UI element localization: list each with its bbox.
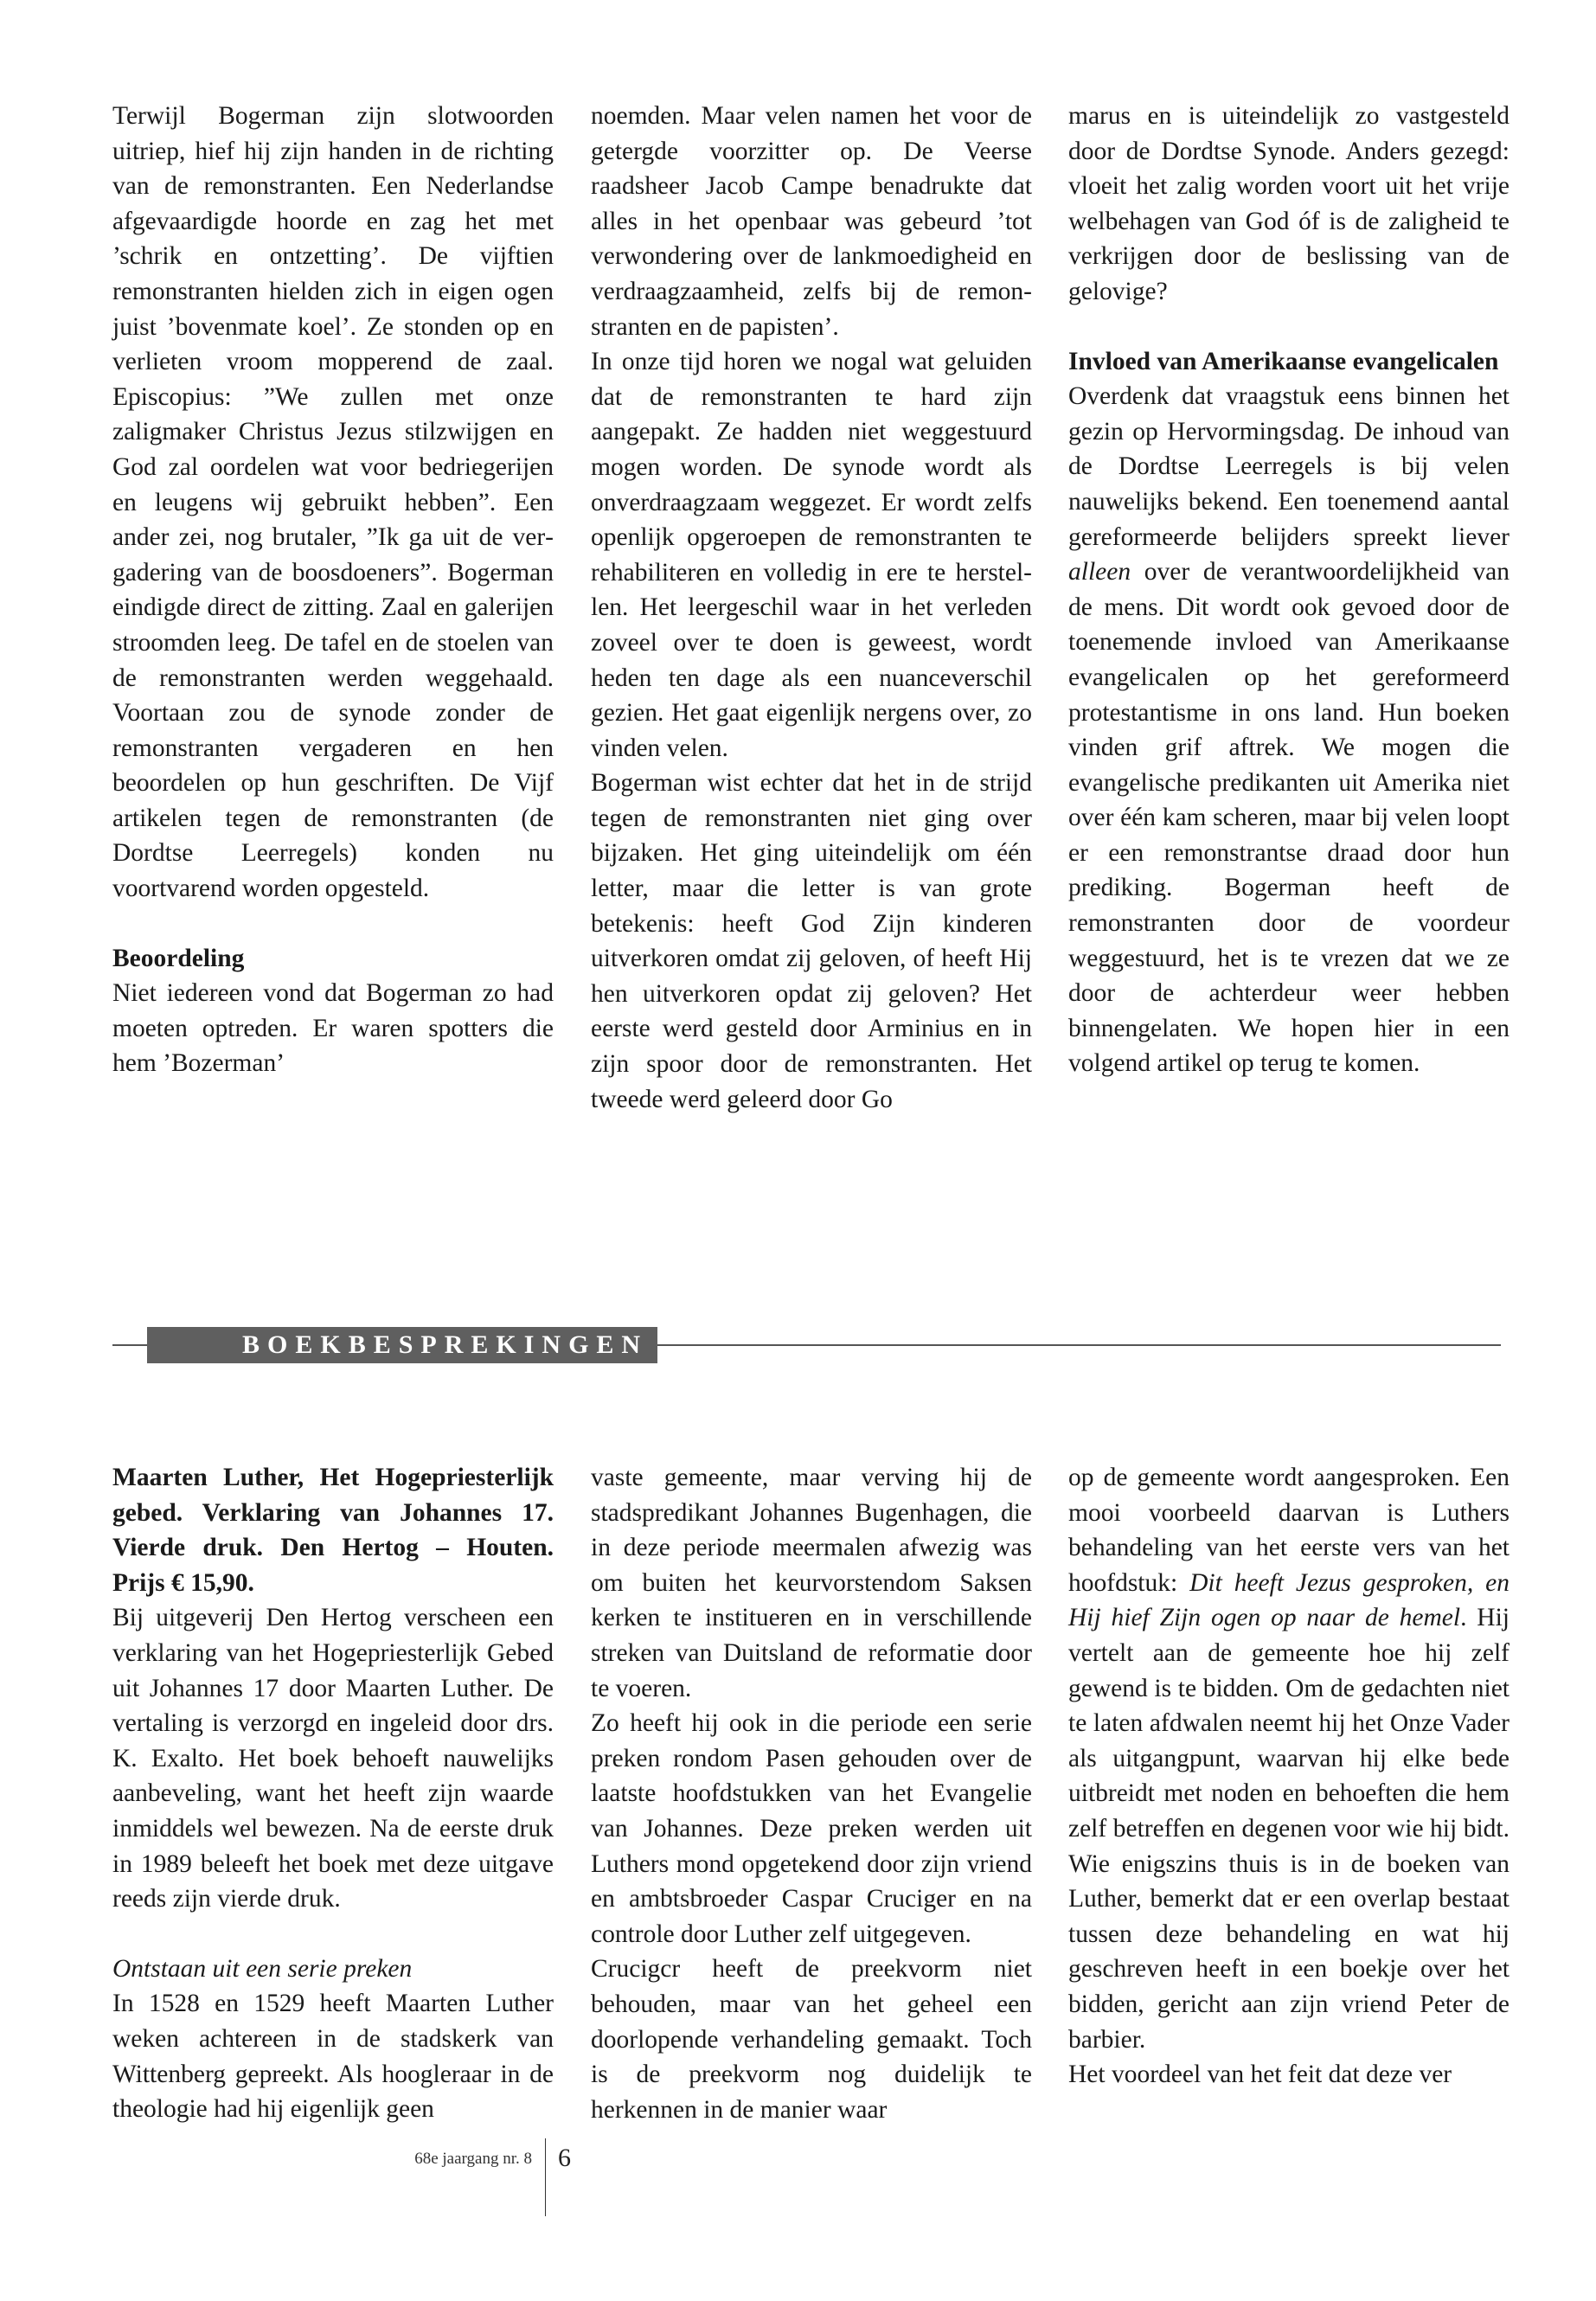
section-rule-left	[112, 1344, 147, 1346]
text-run: over de verantwoordelijkheid van de mens. Dit wordt ook gevoed door de toenemende invloed van Amerikaanse evangelicalen op het gereformeerd protestantisme in ons land. Hun boeken vinden grif aftrek. We mogen die evangelische predikanten uit Amerika niet over één kam scheren, maar bij velen loopt er een remonstrantse draad door hun prediking. Bogerman heeft de remonstranten door de voordeur weggestuurd, het is te vrezen dat we ze door de achterdeur weer hebben binnengelaten. We hopen hier in een volgend artikel op terug te komen.	[1068, 558, 1509, 1078]
emphasis-text: Dit heeft Jezus gesproken, en Hij hief Zijn ogen op naar de hemel	[1068, 1568, 1509, 1632]
section-heading-beoordeling: Beoordeling	[112, 944, 245, 972]
footer-divider	[545, 2138, 546, 2216]
text-run: Overdenk dat vraagstuk eens binnen het gezin op Hervormingsdag. De inhoud van de Dordtse Leerregels is bij velen nauwelijks bekend. Een toenemend aantal gereformeerde belijders spreekt liever	[1068, 382, 1509, 551]
article-column-2	[591, 99, 1032, 1117]
review-paragraph: In 1528 en 1529 heeft Maarten Luther weken achtereen in de stadskerk van Wittenberg gepreekt. Als hoogleraar in de theologie had hij eigenlijk geen	[112, 1990, 554, 2124]
issue-info: 68e jaargang nr. 8	[414, 2150, 532, 2168]
article-paragraph: Terwijl Bogerman zijn slotwoorden uitriep, hief hij zijn handen in de richting van de remonstranten. Een Nederlandse afgevaardigde hoorde en zag het met ’schrik en ontzetting’. De vijftien remonstranten hielden zich in eigen ogen juist ’bovenmate koel’. Ze stonden op en verlieten vroom mopperend de zaal. Episcopius: ”We zullen met onze zaligmaker Christus Jezus stilzwijgen en God zal oordelen wat voor bedriegerijen en leugens wij gebruikt hebben”. Een ander zei, nog brutaler, ”Ik ga uit de vergadering van de boosdoeners”. Bogerman eindigde direct de zitting. Zaal en galerijen stroomden leeg. De tafel en de stoelen van de remonstranten werden weggehaald. Voortaan zou de synode zonder de remonstranten vergaderen en hen beoordelen op hun geschriften. De Vijf artikelen tegen de remonstranten (de Dordtse Leerregels) konden nu voortvarend worden opgesteld.	[112, 102, 554, 903]
review-paragraph	[1068, 1460, 1509, 2057]
section-rule-right	[657, 1344, 1501, 1346]
text-run: . Hij vertelt aan de gemeente hoe hij zelf gewend is te bidden. Om de gedachten niet te laten afdwalen neemt hij het Onze Vader als uitgangpunt, waarvan hij elke bede uitbreidt met noden en behoeften die hem zelf betreffen en degenen voor wie hij bidt. Wie enigszins thuis is in de boeken van Luther, bemerkt dat er een overlap bestaat tussen deze behandeling en wat hij geschreven heeft in een boekje over het bidden, gericht aan zijn vriend Peter de barbier.	[1068, 1604, 1509, 2054]
article-column-3	[1068, 99, 1509, 1081]
review-paragraph: Zo heeft hij ook in die periode een serie preken rondom Pasen gehouden over de laatste hoofdstukken van het Evangelie van Johannes. Deze preken werden uit Luthers mond opgetekend door zijn vriend en ambtsbroeder Caspar Cruciger en na controle door Luther zelf uitgegeven.	[591, 1709, 1032, 1948]
review-column-1	[112, 1460, 554, 2127]
article-paragraph: Niet iedereen vond dat Bogerman zo had moeten optreden. Er waren spotters die hem ’Bozerman’	[112, 979, 554, 1078]
article-paragraph: In onze tijd horen we nogal wat geluiden dat de remonstranten te hard zijn aangepakt. Ze hadden niet weggestuurd mogen worden. De synode wordt als onverdraagzaam weggezet. Er wordt zelfs openlijk opgeroepen de remonstranten te rehabiliteren en volledig in ere te herstellen. Het leergeschil waar in het verleden zoveel over te doen is geweest, wordt heden ten dage als een nuanceverschil gezien. Het gaat eigenlijk nergens over, zo vinden velen.	[591, 348, 1032, 762]
section-banner: BOEKBESPREKINGEN	[147, 1327, 657, 1363]
article-paragraph: Bogerman wist echter dat het in de strijd tegen de remonstranten niet ging over bijzaken. Het ging uiteindelijk om één letter, maar die letter is van grote betekenis: heeft God Zijn kinderen uitverkoren omdat zij geloven, of heeft Hij hen uitverkoren opdat zij geloven? Het eerste werd gesteld door Arminius en in zijn spoor door de remonstranten. Het tweede werd geleerd door Go	[591, 769, 1032, 1113]
section-heading-invloed: Invloed van Amerikaanse evangelicalen	[1068, 347, 1499, 375]
article-column-1	[112, 99, 554, 1081]
review-paragraph: Crucigcr heeft de preekvorm niet behouden, maar van het geheel een doorlopende verhandeling gemaakt. Toch is de preekvorm nog duidelijk te herkennen in de manier waar	[591, 1955, 1032, 2124]
review-paragraph: vaste gemeente, maar verving hij de stadspredikant Johannes Bugenhagen, die in deze periode meermalen afwezig was om buiten het keurvorstendom Saksen kerken te institueren en in verschillende streken van Duitsland de reformatie door te voeren.	[591, 1464, 1032, 1702]
page-number: 6	[558, 2144, 571, 2172]
review-column-3	[1068, 1460, 1509, 2093]
article-paragraph: marus en is uiteindelijk zo vastgesteld door de Dordtse Synode. Anders gezegd: vloeit het zalig worden voort uit het vrije welbehagen van God óf is de zaligheid te verkrijgen door de beslissing van de gelovige?	[1068, 102, 1509, 305]
review-paragraph: Het voordeel van het feit dat deze ver	[1068, 2061, 1452, 2089]
review-subheading: Ontstaan uit een serie preken	[112, 1954, 413, 1983]
review-column-2	[591, 1460, 1032, 2127]
text-run: op de gemeente wordt aangesproken. Een mooi voorbeeld daarvan is Luthers behandeling van het eerste vers van het hoofdstuk:	[1068, 1464, 1509, 1597]
emphasis-text: alleen	[1068, 558, 1131, 586]
review-paragraph: Bij uitgeverij Den Hertog verscheen een verklaring van het Hogepriesterlijk Gebed uit Johannes 17 door Maarten Luther. De vertaling is verzorgd en ingeleid door drs. K. Exalto. Het boek behoeft nauwelijks aanbeveling, want het heeft zijn waarde inmiddels wel bewezen. Na de eerste druk in 1989 beleeft het boek met deze uitgave reeds zijn vierde druk.	[112, 1604, 554, 1913]
book-title: Maarten Luther, Het Hogepriesterlijk gebed. Verklaring van Johannes 17. Vierde druk. Den Hertog – Houten. Prijs € 15,90.	[112, 1464, 554, 1597]
article-paragraph	[1068, 379, 1509, 1081]
article-paragraph: noemden. Maar velen namen het voor de getergde voorzitter op. De Veerse raadsheer Jacob Campe benadrukte dat alles in het openbaar was gebeurd ’tot verwondering over de lankmoedigheid en verdraagzaamheid, zelfs bij de remonstranten en de papisten’.	[591, 102, 1032, 341]
